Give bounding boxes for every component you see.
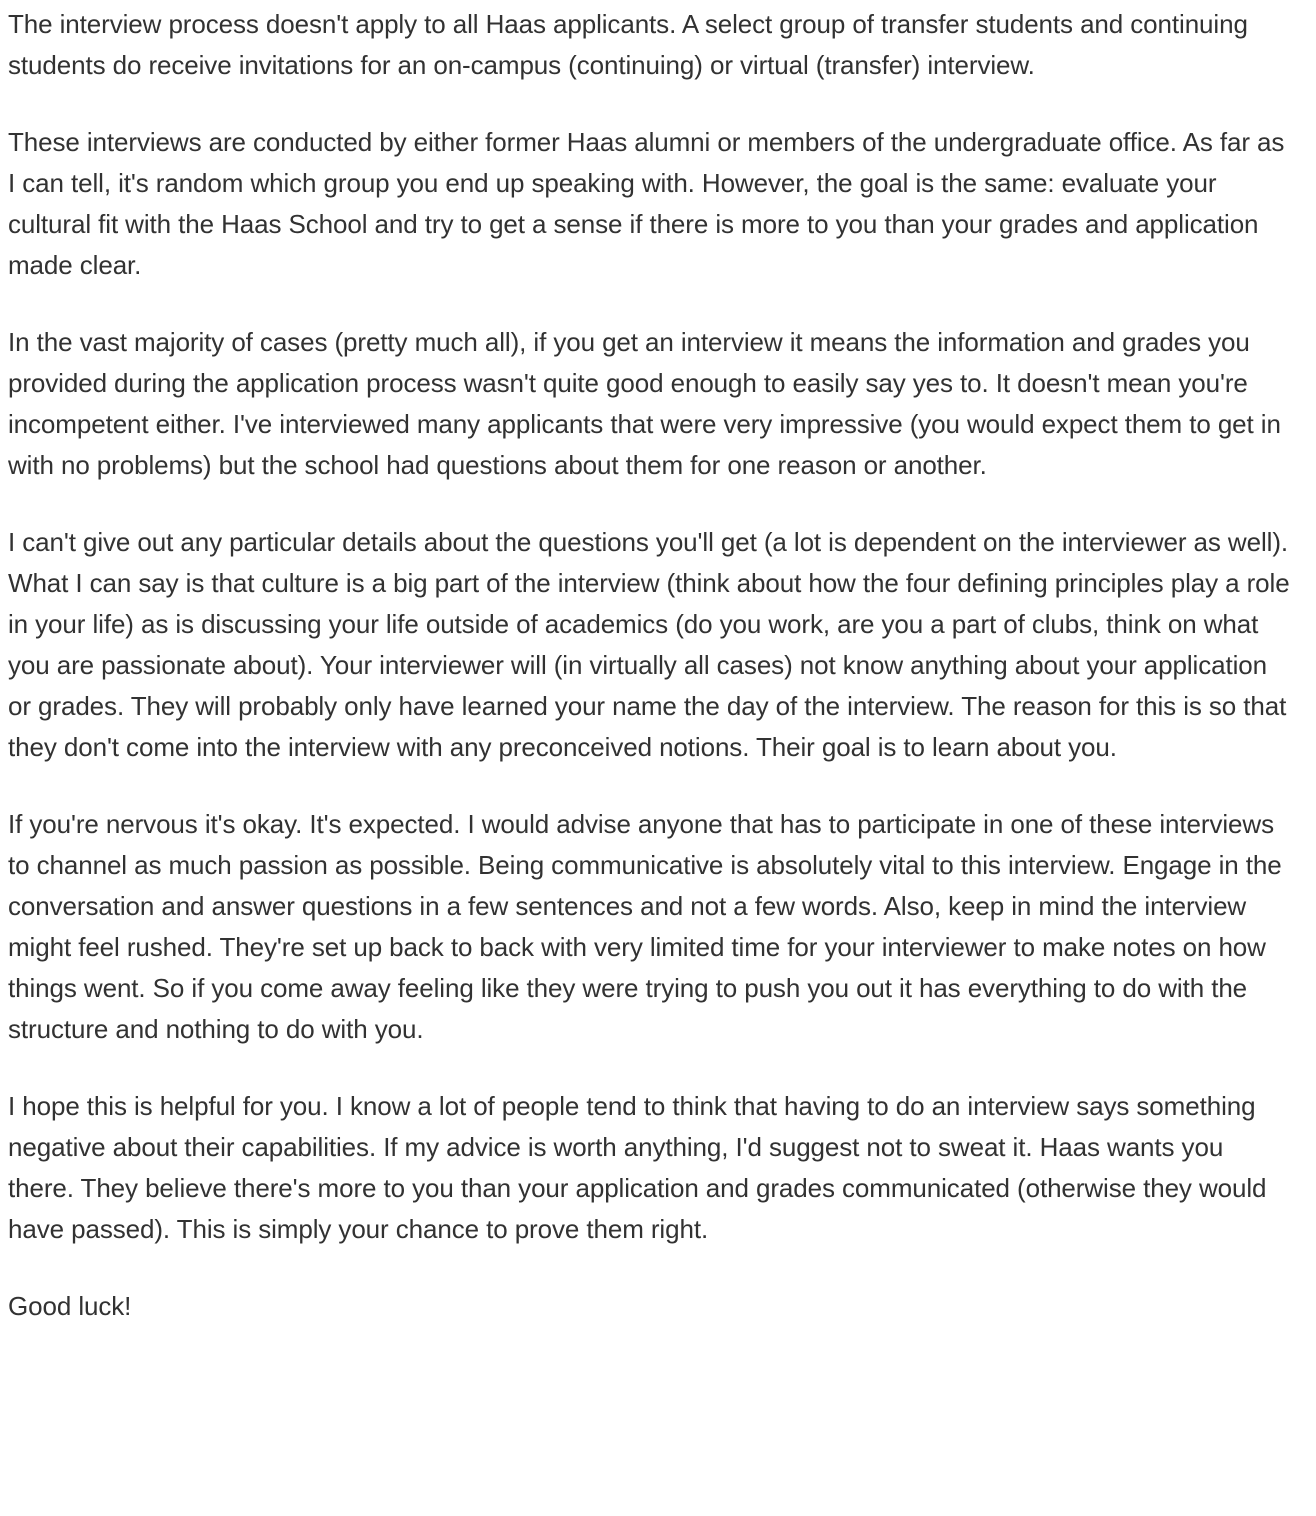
paragraph-closing: I hope this is helpful for you. I know a lot of people tend to think that having to do an interview says something negative about their capabilities. If my advice is worth anything, I'd suggest not to sweat it. Haas wants you there. They believe there's more to you than your application and grades communicated (otherwise they would have passed). This is simply your chance to prove them right. — [8, 1091, 1267, 1244]
paragraph-why-interviewed: In the vast majority of cases (pretty much all), if you get an interview it means the information and grades you provided during the application process wasn't quite good enough to easily say yes to. It doesn't mean you're incompetent either. I've interviewed many applicants that were very impressive (you would expect them to get in with no problems) but the school had questions about them for one reason or another. — [8, 327, 1281, 480]
paragraph-good-luck: Good luck! — [8, 1291, 132, 1321]
paragraph-who-conducts: These interviews are conducted by either former Haas alumni or members of the undergraduate office. As far as I can tell, it's random which group you end up speaking with. However, the goal is the same: evaluate your cultural fit with the Haas School and try to get a sense if there is more to you than your grades and application made clear. — [8, 127, 1285, 280]
paragraph-advice: If you're nervous it's okay. It's expected. I would advise anyone that has to participate in one of these interviews to channel as much passion as possible. Being communicative is absolutely vital to this interview. Engage in the conversation and answer questions in a few sentences and not a few words. Also, keep in mind the interview might feel rushed. They're set up back to back with very limited time for your interviewer to make notes on how things went. So if you come away feeling like they were trying to push you out it has everything to do with the structure and nothing to do with you. — [8, 809, 1282, 1044]
paragraph-interview-content: I can't give out any particular details about the questions you'll get (a lot is dependent on the interviewer as well). What I can say is that culture is a big part of the interview (think about how the four defining principles play a role in your life) as is discussing your life outside of academics (do you work, are you a part of clubs, think on what you are passionate about). Your interviewer will (in virtually all cases) not know anything about your application or grades. They will probably only have learned your name the day of the interview. The reason for this is so that they don't come into the interview with any preconceived notions. Their goal is to learn about you. — [8, 527, 1290, 762]
paragraph-intro: The interview process doesn't apply to all Haas applicants. A select group of transfer students and continuing students do receive invitations for an on-campus (continuing) or virtual (transfer) interview. — [8, 9, 1248, 80]
